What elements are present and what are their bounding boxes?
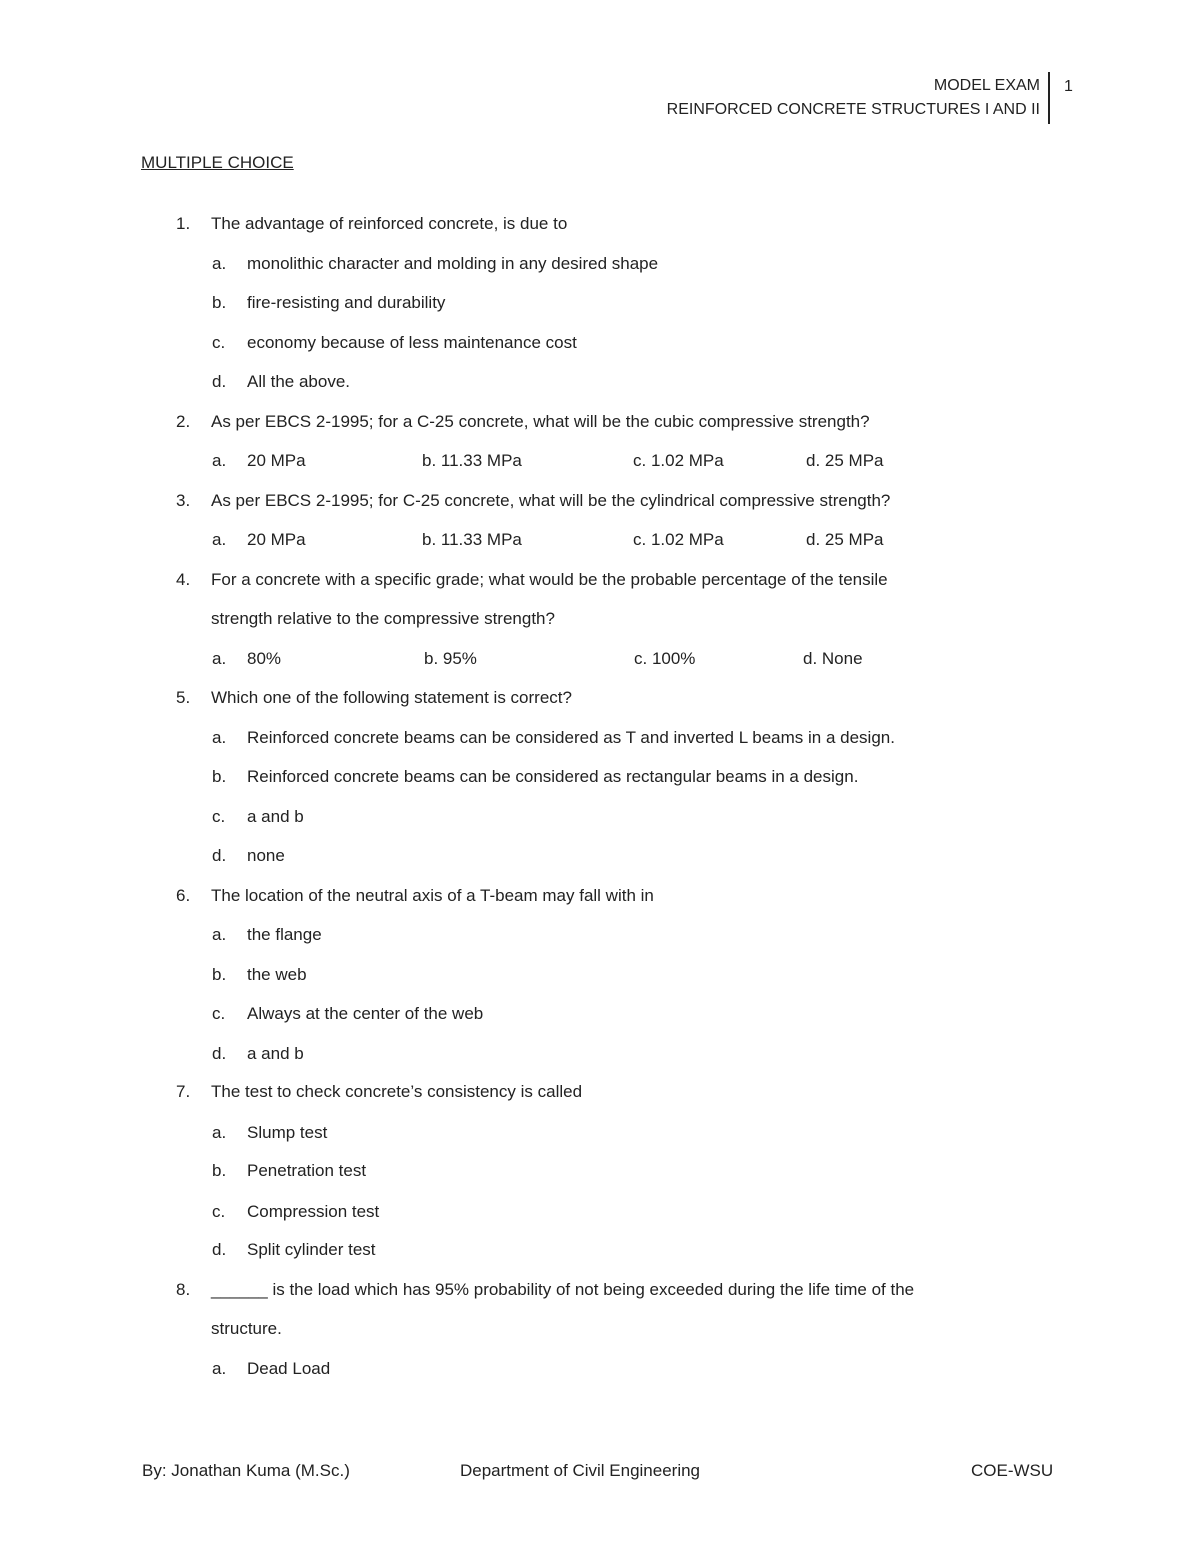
option-text: Reinforced concrete beams can be considered as rectangular beams in a design. bbox=[247, 767, 859, 786]
question-number: 6. bbox=[176, 886, 191, 905]
option-text: economy because of less maintenance cost bbox=[247, 333, 577, 352]
option-text: Always at the center of the web bbox=[247, 1004, 484, 1023]
question-number: 4. bbox=[176, 570, 191, 589]
option-letter: d. bbox=[212, 846, 227, 865]
option-text: a and b bbox=[247, 1044, 304, 1063]
option-text: the flange bbox=[247, 925, 322, 944]
option-text: Split cylinder test bbox=[247, 1240, 376, 1259]
option-3d: d. 25 MPa bbox=[806, 530, 884, 549]
question-text: For a concrete with a specific grade; what would be the probable percentage of the tensile bbox=[211, 570, 888, 589]
question-number: 3. bbox=[176, 491, 191, 510]
option-4c: c. 100% bbox=[634, 649, 696, 668]
option-text: Dead Load bbox=[247, 1359, 331, 1378]
option-2c: c. 1.02 MPa bbox=[633, 451, 724, 470]
option-letter: d. bbox=[212, 1044, 227, 1063]
header-divider bbox=[1048, 72, 1050, 124]
option-letter: a. bbox=[212, 1123, 227, 1142]
option-letter: c. bbox=[212, 333, 226, 352]
option-letter: d. bbox=[212, 1240, 227, 1259]
option-letter: a. bbox=[212, 530, 227, 549]
option-text: Slump test bbox=[247, 1123, 328, 1142]
section-title: MULTIPLE CHOICE bbox=[141, 153, 294, 172]
option-letter: c. bbox=[212, 807, 226, 826]
option-text: 20 MPa bbox=[247, 530, 306, 549]
option-letter: d. bbox=[212, 372, 227, 391]
option-letter: b. bbox=[212, 293, 227, 312]
page-header bbox=[667, 74, 1050, 122]
option-letter: a. bbox=[212, 1359, 227, 1378]
question-number: 8. bbox=[176, 1280, 191, 1299]
question-text: The test to check concrete’s consistency is called bbox=[211, 1082, 583, 1101]
option-letter: a. bbox=[212, 728, 227, 747]
header-subtitle: REINFORCED CONCRETE STRUCTURES I AND II bbox=[666, 101, 1040, 118]
option-text: All the above. bbox=[247, 372, 351, 391]
option-4b: b. 95% bbox=[424, 649, 477, 668]
option-text: the web bbox=[247, 965, 307, 984]
question-number: 7. bbox=[176, 1082, 191, 1101]
option-3c: c. 1.02 MPa bbox=[633, 530, 724, 549]
option-letter: a. bbox=[212, 925, 227, 944]
question-text: As per EBCS 2-1995; for a C-25 concrete, what will be the cubic compressive strength? bbox=[211, 412, 870, 431]
option-text: Penetration test bbox=[247, 1161, 367, 1180]
question-text: The advantage of reinforced concrete, is due to bbox=[211, 214, 568, 233]
footer-institution: COE-WSU bbox=[971, 1461, 1054, 1480]
option-text: Reinforced concrete beams can be considered as T and inverted L beams in a design. bbox=[247, 728, 895, 747]
question-text: Which one of the following statement is correct? bbox=[211, 688, 572, 707]
option-text: 20 MPa bbox=[247, 451, 306, 470]
option-2b: b. 11.33 MPa bbox=[422, 451, 522, 470]
option-text: a and b bbox=[247, 807, 304, 826]
question-text: As per EBCS 2-1995; for C-25 concrete, what will be the cylindrical compressive strength? bbox=[211, 491, 891, 510]
option-text: fire-resisting and durability bbox=[247, 293, 446, 312]
option-letter: b. bbox=[212, 965, 227, 984]
option-4d: d. None bbox=[803, 649, 863, 668]
page-number: 1 bbox=[1064, 78, 1073, 95]
option-text: Compression test bbox=[247, 1202, 380, 1221]
question-number: 1. bbox=[176, 214, 191, 233]
footer-department: Department of Civil Engineering bbox=[460, 1461, 701, 1480]
question-number: 5. bbox=[176, 688, 191, 707]
option-letter: c. bbox=[212, 1202, 226, 1221]
option-letter: a. bbox=[212, 649, 227, 668]
option-text: monolithic character and molding in any desired shape bbox=[247, 254, 659, 273]
option-letter: a. bbox=[212, 254, 227, 273]
option-letter: b. bbox=[212, 1161, 227, 1180]
footer-author: By: Jonathan Kuma (M.Sc.) bbox=[142, 1461, 350, 1480]
question-text: ______ is the load which has 95% probability of not being exceeded during the life time of the bbox=[211, 1280, 915, 1299]
option-3b: b. 11.33 MPa bbox=[422, 530, 522, 549]
option-2d: d. 25 MPa bbox=[806, 451, 884, 470]
header-title: MODEL EXAM bbox=[933, 77, 1040, 94]
option-letter: c. bbox=[212, 1004, 226, 1023]
option-text: 80% bbox=[247, 649, 282, 668]
option-letter: a. bbox=[212, 451, 227, 470]
question-text-continued: strength relative to the compressive strength? bbox=[211, 609, 555, 628]
option-letter: b. bbox=[212, 767, 227, 786]
question-text: The location of the neutral axis of a T-beam may fall with in bbox=[211, 886, 654, 905]
option-text: none bbox=[247, 846, 285, 865]
question-number: 2. bbox=[176, 412, 191, 431]
question-text-continued: structure. bbox=[211, 1319, 282, 1338]
